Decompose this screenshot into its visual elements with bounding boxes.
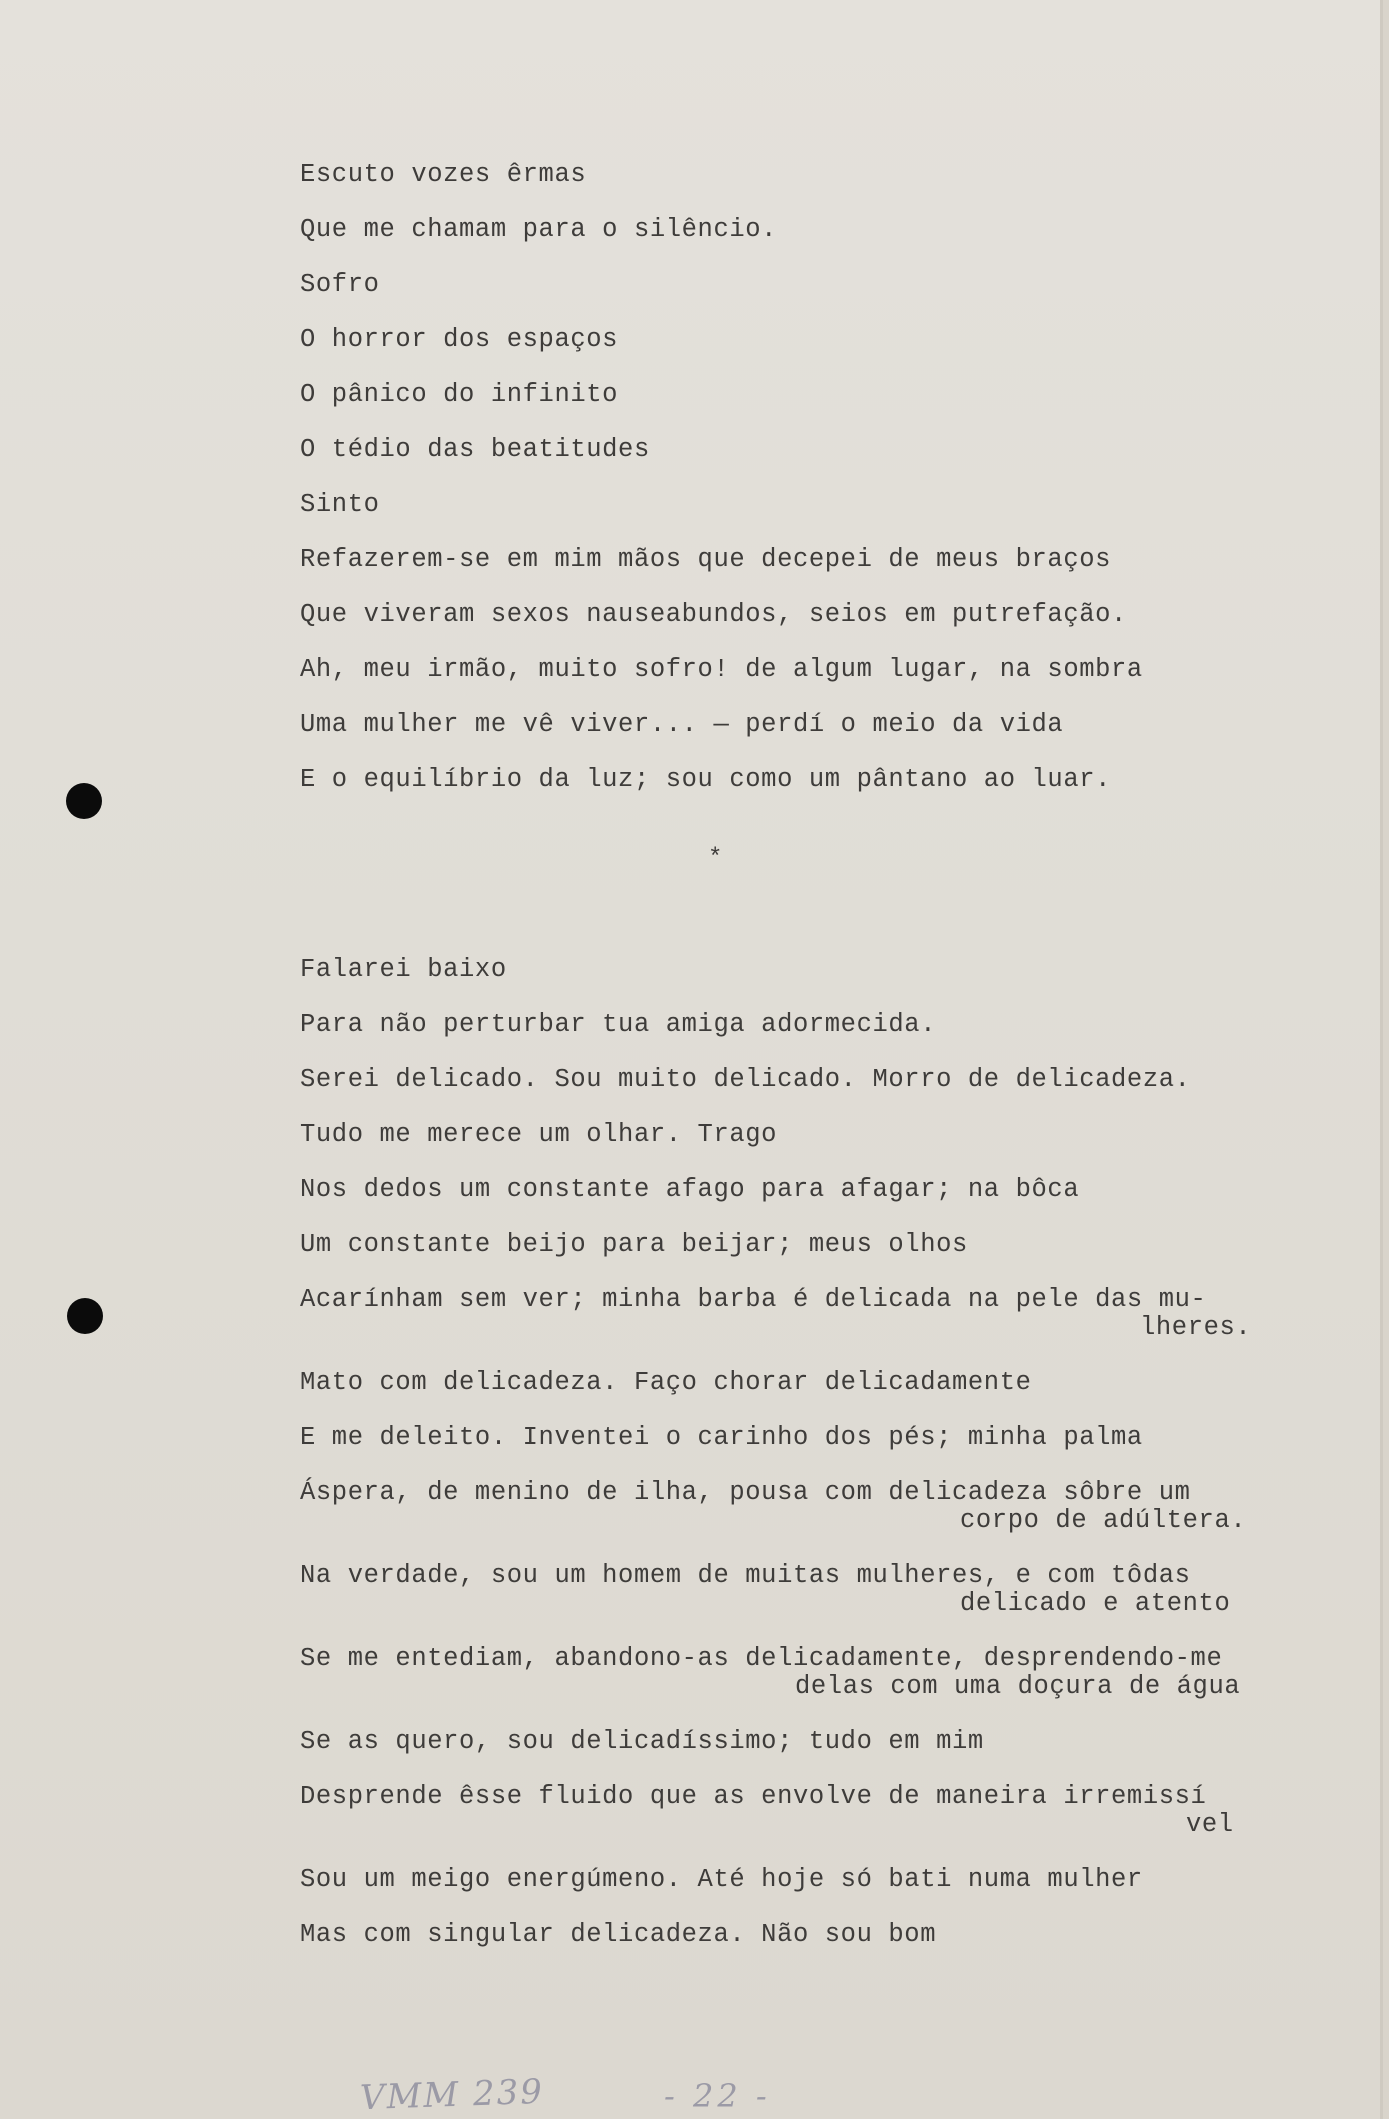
verse-line: Se me entediam, abandono-as delicadamente, desprendendo-me bbox=[300, 1644, 1223, 1673]
verse-line: Para não perturbar tua amiga adormecida. bbox=[300, 1010, 937, 1039]
verse-line: Que me chamam para o silêncio. bbox=[300, 215, 778, 244]
verse-line: Sofro bbox=[300, 270, 380, 299]
verse-line: Uma mulher me vê viver... — perdí o meio da vida bbox=[300, 710, 1064, 739]
punch-hole-top bbox=[66, 783, 102, 819]
punch-hole-bottom bbox=[67, 1298, 103, 1334]
verse-line: Áspera, de menino de ilha, pousa com delicadeza sôbre um bbox=[300, 1478, 1191, 1507]
verse-line: Falarei baixo bbox=[300, 955, 507, 984]
verse-line: Acarínham sem ver; minha barba é delicada na pele das mu- bbox=[300, 1285, 1207, 1314]
verse-continuation: delicado e atento bbox=[960, 1589, 1231, 1618]
verse-line: O horror dos espaços bbox=[300, 325, 619, 354]
verse-continuation: delas com uma doçura de água bbox=[795, 1672, 1241, 1701]
verse-line: E o equilíbrio da luz; sou como um pântano ao luar. bbox=[300, 765, 1112, 794]
archive-reference: VMM 239 bbox=[359, 2071, 545, 2119]
verse-line: O tédio das beatitudes bbox=[300, 435, 650, 464]
page-number: - 22 - bbox=[664, 2077, 771, 2115]
verse-line: Escuto vozes êrmas bbox=[300, 160, 587, 189]
verse-continuation: lheres. bbox=[1140, 1313, 1252, 1342]
verse-line: Se as quero, sou delicadíssimo; tudo em mim bbox=[300, 1727, 984, 1756]
verse-line: Nos dedos um constante afago para afagar; na bôca bbox=[300, 1175, 1080, 1204]
verse-line: Um constante beijo para beijar; meus olhos bbox=[300, 1230, 968, 1259]
stanza-separator: * bbox=[708, 845, 723, 872]
verse-line: Mas com singular delicadeza. Não sou bom bbox=[300, 1920, 937, 1949]
verse-line: Desprende êsse fluido que as envolve de maneira irremissí bbox=[300, 1782, 1207, 1811]
verse-line: E me deleito. Inventei o carinho dos pés; minha palma bbox=[300, 1423, 1143, 1452]
verse-continuation: vel bbox=[1186, 1810, 1234, 1839]
verse-line: Refazerem-se em mim mãos que decepei de meus braços bbox=[300, 545, 1112, 574]
verse-line: Que viveram sexos nauseabundos, seios em putrefação. bbox=[300, 600, 1127, 629]
verse-line: O pânico do infinito bbox=[300, 380, 619, 409]
verse-line: Ah, meu irmão, muito sofro! de algum lugar, na sombra bbox=[300, 655, 1143, 684]
verse-line: Serei delicado. Sou muito delicado. Morro de delicadeza. bbox=[300, 1065, 1191, 1094]
verse-continuation: corpo de adúltera. bbox=[960, 1506, 1247, 1535]
verse-line: Mato com delicadeza. Faço chorar delicadamente bbox=[300, 1368, 1032, 1397]
verse-line: Sinto bbox=[300, 490, 380, 519]
verse-line: Sou um meigo energúmeno. Até hoje só bati numa mulher bbox=[300, 1865, 1143, 1894]
verse-line: Na verdade, sou um homem de muitas mulheres, e com tôdas bbox=[300, 1561, 1191, 1590]
verse-line: Tudo me merece um olhar. Trago bbox=[300, 1120, 778, 1149]
